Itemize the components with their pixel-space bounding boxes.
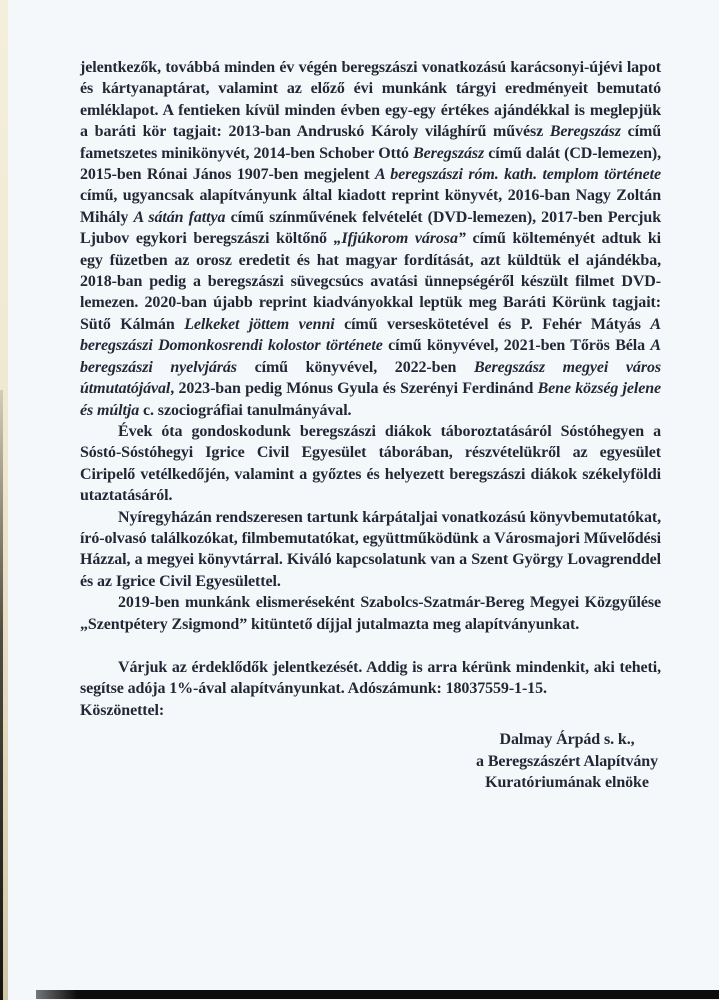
signature-block: [476, 729, 658, 793]
paragraph-list: [80, 57, 661, 700]
closing-salutation: Köszönettel:: [80, 701, 165, 719]
signature-organization: a Beregszászért Alapítvány: [476, 752, 658, 770]
scan-bottom-bar: [36, 990, 719, 999]
document-body: [80, 57, 661, 793]
signature-title: Kuratóriumának elnöke: [485, 774, 649, 791]
scan-edge-line: [0, 390, 3, 1000]
paragraph-gifts: jelentkezők, továbbá minden év végén beregszászi vonatkozású karácsonyi-újévi lapot és kártyanaptárat, valamint az előző évi munkánk tárgyi eredményeit bemutató emléklapot. A fentieken kívül minden évben egy-egy értékes ajándékkal is meglepjük a baráti kör tagjait: 2013-ban Andruskó Károly világhírű művész Beregszász című fametszetes minikönyvét, 2014-ben Schober Ottó Beregszász című dalát (CD-lemezen), 2015-ben Rónai János 1907-ben megjelent A beregszászi róm. kath. templom története című, ugyancsak alapítványunk által kiadott reprint könyvét, 2016-ban Nagy Zoltán Mihály A sátán fattya című színművének felvételét (DVD-lemezen), 2017-ben Percjuk Ljubov egykori beregszászi költőnő „Ifjúkorom városa” című költeményét adtuk ki egy füzetben az orosz eredetit és hat magyar fordítását, azt küldtük el ajándékba, 2018-ban pedig a beregszászi süvegcsúcs avatási ünnepségéről készült filmet DVD-lemezen. 2020-ban újabb reprint kiadványokkal leptük meg Baráti Körünk tagjait: Sütő Kálmán Lelkeket jöttem venni című verseskötetével és P. Fehér Mátyás A beregszászi Domonkosrendi kolostor története című könyvével, 2021-ben Tőrös Béla A beregszászi nyelvjárás című könyvével, 2022-ben Beregszász megyei város útmutatójával, 2023-ban pedig Mónus Gyula és Szerényi Ferdinánd Bene község jelene és múltja c. szociográfiai tanulmányával.: [80, 59, 662, 419]
paragraph-award: 2019-ben munkánk elismeréseként Szabolcs-Szatmár-Bereg Megyei Közgyűlése „Szentpétery Zsigmond” kitüntető díjjal jutalmazta meg alapítványunkat.: [80, 594, 661, 633]
signature-name: Dalmay Árpád s. k.,: [499, 731, 635, 749]
paragraph-appeal: Várjuk az érdeklődők jelentkezését. Addig is arra kérünk mindenkit, aki teheti, segítse adója 1%-ával alapítványunkat. Adószámunk: 18037559-1-15.: [80, 658, 661, 698]
paragraph-camps: Évek óta gondoskodunk beregszászi diákok táboroztatásáról Sóstóhegyen a Sóstó-Sóstóhegyi Igrice Civil Egyesület táborában, részvételükről az egyesület Ciripelő vetélkedőjén, valamint a győztes és helyezett beregszászi diákok székelyföldi utaztatásáról.: [80, 422, 661, 505]
paragraph-events: Nyíregyházán rendszeresen tartunk kárpátaljai vonatkozású könyvbemutatókat, író-olvasó találkozókat, filmbemutatókat, együttműködünk a Városmajori Művelődési Házzal, a megyei könyvtárral. Kiváló kapcsolatunk van a Szent György Lovagrenddel és az Igrice Civil Egyesülettel.: [80, 508, 661, 590]
